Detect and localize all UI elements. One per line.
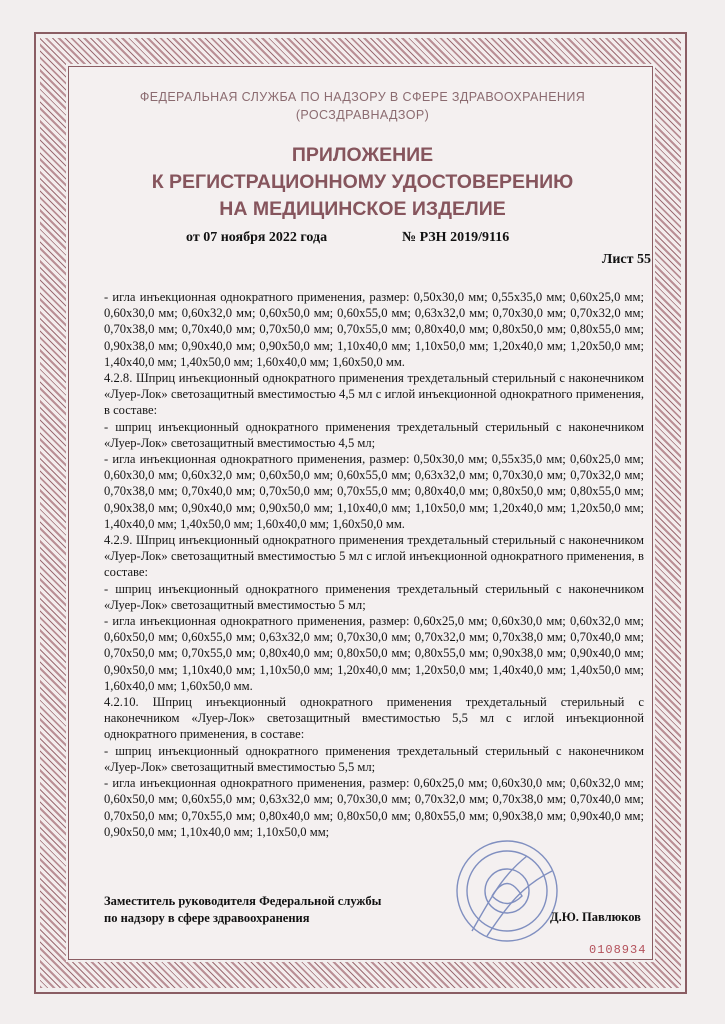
document-heading xyxy=(90,142,635,223)
emblem-eagle-icon xyxy=(492,884,522,904)
body-paragraph: - шприц инъекционный однократного применения трехдетальный стерильный с наконечником «Луер-Лок» светозащитный вместимостью 5,5 мл; xyxy=(104,743,644,774)
signatory-title-line-2: по надзору в сфере здравоохранения xyxy=(104,911,310,925)
body-paragraph: 4.2.8. Шприц инъекционный однократного применения трехдетальный стерильный с наконечником «Луер-Лок» светозащитный вместимостью 4,5 мл с иглой инъекционной однократного применения, в составе: xyxy=(104,371,644,418)
signatory-title xyxy=(104,893,381,927)
registration-date: от 07 ноября 2022 года xyxy=(186,230,328,245)
registration-meta xyxy=(186,230,606,246)
body-paragraph: - игла инъекционная однократного применения, размер: 0,60x25,0 мм; 0,60x30,0 мм; 0,60x32,0 мм; 0,60x50,0 мм; 0,60x55,0 мм; 0,63x32,0 мм; 0,70x30,0 мм; 0,70x32,0 мм; 0,70x38,0 мм; 0,70x40,0 мм; 0,70x50,0 мм; 0,70x55,0 мм; 0,80x40,0 мм; 0,80x50,0 мм; 0,80x55,0 мм; 0,90x38,0 мм; 0,90x40,0 мм; 0,90x50,0 мм; 1,10x40,0 мм; 1,10x50,0 мм; xyxy=(104,776,644,839)
agency-abbreviation: (РОСЗДРАВНАДЗОР) xyxy=(295,108,430,122)
body-paragraph: - игла инъекционная однократного применения, размер: 0,60x25,0 мм; 0,60x30,0 мм; 0,60x32,0 мм; 0,60x50,0 мм; 0,60x55,0 мм; 0,63x32,0 мм; 0,70x30,0 мм; 0,70x32,0 мм; 0,70x38,0 мм; 0,70x40,0 мм; 0,70x50,0 мм; 0,70x55,0 мм; 0,80x40,0 мм; 0,80x50,0 мм; 0,80x55,0 мм; 0,90x38,0 мм; 0,90x40,0 мм; 0,90x50,0 мм; 1,10x40,0 мм; 1,10x50,0 мм; 1,20x40,0 мм; 1,20x50,0 мм; 1,40x40,0 мм; 1,40x50,0 мм; 1,60x40,0 мм; 1,60x50,0 мм. xyxy=(104,614,644,693)
official-seal-stamp xyxy=(432,836,582,946)
body-paragraph: - игла инъекционная однократного применения, размер: 0,50x30,0 мм; 0,55x35,0 мм; 0,60x25,0 мм; 0,60x30,0 мм; 0,60x32,0 мм; 0,60x50,0 мм; 0,60x55,0 мм; 0,63x32,0 мм; 0,70x30,0 мм; 0,70x32,0 мм; 0,70x38,0 мм; 0,70x40,0 мм; 0,70x50,0 мм; 0,70x55,0 мм; 0,80x40,0 мм; 0,80x50,0 мм; 0,80x55,0 мм; 0,90x38,0 мм; 0,90x40,0 мм; 0,90x50,0 мм; 1,10x40,0 мм; 1,10x50,0 мм; 1,20x40,0 мм; 1,20x50,0 мм; 1,40x40,0 мм; 1,40x50,0 мм; 1,60x40,0 мм; 1,60x50,0 мм. xyxy=(104,452,644,531)
agency-header xyxy=(90,88,635,124)
body-paragraph: - шприц инъекционный однократного применения трехдетальный стерильный с наконечником «Луер-Лок» светозащитный вместимостью 4,5 мл; xyxy=(104,419,644,450)
sheet-number: Лист 55 xyxy=(601,252,651,267)
signatory-title-line-1: Заместитель руководителя Федеральной службы xyxy=(104,894,382,908)
document-body xyxy=(104,289,644,840)
agency-name: ФЕДЕРАЛЬНАЯ СЛУЖБА ПО НАДЗОРУ В СФЕРЕ ЗДРАВООХРАНЕНИЯ xyxy=(139,90,586,104)
signatory-name: Д.Ю. Павлюков xyxy=(550,910,641,924)
registration-number: № РЗН 2019/9116 xyxy=(402,230,510,245)
body-paragraph: 4.2.9. Шприц инъекционный однократного применения трехдетальный стерильный с наконечником «Луер-Лок» светозащитный вместимостью 5 мл с иглой инъекционной однократного применения, в составе: xyxy=(104,533,644,580)
body-paragraph: - игла инъекционная однократного применения, размер: 0,50x30,0 мм; 0,55x35,0 мм; 0,60x25,0 мм; 0,60x30,0 мм; 0,60x32,0 мм; 0,60x50,0 мм; 0,60x55,0 мм; 0,63x32,0 мм; 0,70x30,0 мм; 0,70x32,0 мм; 0,70x38,0 мм; 0,70x40,0 мм; 0,70x50,0 мм; 0,70x55,0 мм; 0,80x40,0 мм; 0,80x50,0 мм; 0,80x55,0 мм; 0,90x38,0 мм; 0,90x40,0 мм; 0,90x50,0 мм; 1,10x40,0 мм; 1,10x50,0 мм; 1,20x40,0 мм; 1,20x50,0 мм; 1,40x40,0 мм; 1,40x50,0 мм; 1,60x40,0 мм; 1,60x50,0 мм. xyxy=(104,290,644,369)
serial-number: 0108934 xyxy=(589,943,647,957)
heading-line-3: НА МЕДИЦИНСКОЕ ИЗДЕЛИЕ xyxy=(219,198,506,220)
heading-line-2: К РЕГИСТРАЦИОННОМУ УДОСТОВЕРЕНИЮ xyxy=(151,171,574,193)
body-paragraph: 4.2.10. Шприц инъекционный однократного применения трехдетальный стерильный с наконечником «Луер-Лок» светозащитный вместимостью 5,5 мл с иглой инъекционной однократного применения, в составе: xyxy=(104,695,644,742)
heading-line-1: ПРИЛОЖЕНИЕ xyxy=(291,144,434,166)
body-paragraph: - шприц инъекционный однократного применения трехдетальный стерильный с наконечником «Луер-Лок» светозащитный вместимостью 5 мл; xyxy=(104,581,644,612)
